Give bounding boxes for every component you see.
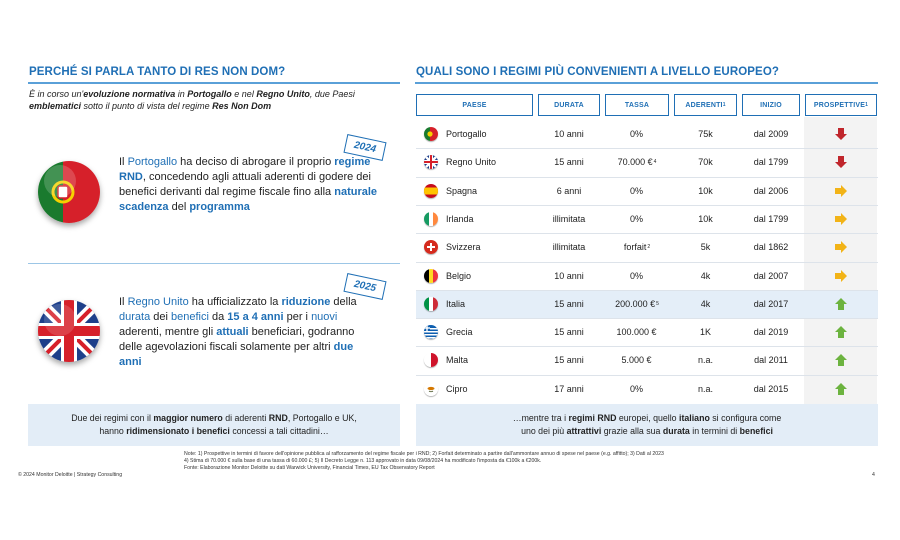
right-footer-box: …mentre tra i regimi RND europei, quello italiano si configura come uno dei più attrattivi grazie alla sua durata in termini di benefici xyxy=(416,404,878,446)
left-divider xyxy=(28,263,400,264)
country-name: Belgio xyxy=(446,270,472,281)
cell-paese xyxy=(424,290,534,318)
table-row xyxy=(416,318,878,346)
cell-paese xyxy=(424,375,534,403)
cell-tassa: 0% xyxy=(629,213,643,224)
trend-up-arrow-icon xyxy=(804,375,878,403)
country-flag-icon xyxy=(424,269,438,283)
table-row xyxy=(416,205,878,233)
uk-paragraph: Il Regno Unito ha ufficializzato la riduzione della durata dei benefici da 15 a 4 anni per i nuovi aderenti, mentre gli attuali beneficiari, godranno delle agevolazioni fiscali solamente per altri due anni xyxy=(119,296,357,368)
header-prospettive: PROSPETTIVE 1 xyxy=(805,94,877,116)
note-line-2: 4) Stima di 70.000 € sulla base di una tassa di 60.000 £; 5) Il Decreto Legge n. 113 approvato in data 09/08/2024 ha modificato l'imposta da €100k a €200k. xyxy=(184,458,542,464)
table-row xyxy=(416,233,878,261)
header-durata: DURATA xyxy=(538,94,600,116)
cell-aderenti: 4k xyxy=(700,298,711,309)
country-flag-icon xyxy=(424,297,438,311)
left-section-title: PERCHÉ SI PARLA TANTO DI RES NON DOM? xyxy=(29,66,286,78)
cell-tassa: 0% xyxy=(629,185,643,196)
row-separator xyxy=(416,177,878,178)
cell-durata: 17 anni xyxy=(554,383,584,394)
cell-inizio: dal 2015 xyxy=(753,383,789,394)
cell-tassa: 0% xyxy=(629,270,643,281)
cell-paese xyxy=(424,205,534,233)
left-footer-box: Due dei regimi con il maggior numero di aderenti RND, Portogallo e UK, hanno ridimensionato i benefici concessi a tali cittadini… xyxy=(28,404,400,446)
cell-tassa: 200.000 € 5 xyxy=(615,298,659,309)
cell-inizio: dal 1799 xyxy=(753,213,789,224)
trend-flat-arrow-icon xyxy=(804,262,878,290)
year-tag-2024: 2024 xyxy=(343,134,386,161)
cell-durata: 15 anni xyxy=(554,327,584,338)
trend-flat-arrow-icon xyxy=(804,205,878,233)
table-row xyxy=(416,120,878,148)
cell-inizio: dal 1799 xyxy=(753,157,789,168)
trend-up-arrow-icon xyxy=(804,290,878,318)
left-intro: È in corso un'evoluzione normativa in Portogallo e nel Regno Unito, due Paesi emblematici sotto il punto di vista del regime Res Non Dom xyxy=(29,89,355,111)
row-separator xyxy=(416,346,878,347)
cell-aderenti: n.a. xyxy=(697,355,713,366)
cell-paese xyxy=(424,262,534,290)
cell-paese xyxy=(424,233,534,261)
year-tag-2025: 2025 xyxy=(343,273,386,300)
header-paese: PAESE xyxy=(416,94,533,116)
cell-tassa: 100.000 € xyxy=(616,327,657,338)
right-section-title: QUALI SONO I REGIMI PIÙ CONVENIENTI A LIVELLO EUROPEO? xyxy=(416,66,779,78)
header-aderenti: ADERENTI 1 xyxy=(674,94,737,116)
cell-paese xyxy=(424,177,534,205)
table-row xyxy=(416,262,878,290)
uk-flag-icon xyxy=(38,300,100,362)
row-separator xyxy=(416,233,878,234)
cell-aderenti: 75k xyxy=(698,129,713,139)
cell-durata: illimitata xyxy=(552,213,586,224)
trend-up-arrow-icon xyxy=(804,346,878,374)
country-name: Italia xyxy=(446,298,466,309)
country-name: Spagna xyxy=(446,185,478,196)
note-line-3: Fonte: Elaborazione Monitor Deloitte su dati Warwick University, Financial Times, EU Tax Observatory Report xyxy=(184,465,435,471)
cell-aderenti: 5k xyxy=(700,242,711,253)
note-line-1: Note: 1) Prospettive in termini di favore dell'opinione pubblica al rafforzamento del regime fiscale per i RND; 2) Forfait determinato a partire dall'ammontare annuo di spese nel paese (e.g. affitto); 3) Dati al 2023 xyxy=(184,451,664,457)
table-row xyxy=(416,290,878,318)
row-separator xyxy=(416,262,878,263)
cell-aderenti: 10k xyxy=(698,213,713,224)
copyright: © 2024 Monitor Deloitte | Strategy Consulting xyxy=(18,472,123,478)
cell-durata: 15 anni xyxy=(554,355,584,366)
cell-inizio: dal 2011 xyxy=(754,355,788,366)
trend-up-arrow-icon xyxy=(804,318,878,346)
cell-tassa: 70.000 € 4 xyxy=(617,157,657,168)
notes-block xyxy=(184,451,844,472)
country-name: Malta xyxy=(446,355,469,366)
country-flag-icon xyxy=(424,184,438,198)
cell-aderenti: 70k xyxy=(698,157,713,168)
cell-durata: 10 anni xyxy=(554,129,584,139)
country-name: Cipro xyxy=(446,383,468,394)
trend-down-arrow-icon xyxy=(804,148,878,176)
country-flag-icon xyxy=(424,325,438,339)
cell-tassa: 0% xyxy=(629,129,643,139)
cell-inizio: dal 2017 xyxy=(753,298,789,309)
cell-inizio: dal 2009 xyxy=(753,129,789,139)
page-number: 4 xyxy=(872,472,875,478)
trend-flat-arrow-icon xyxy=(804,233,878,261)
table-row xyxy=(416,346,878,374)
row-separator xyxy=(416,148,878,149)
row-separator xyxy=(416,375,878,376)
cell-inizio: dal 1862 xyxy=(753,242,789,253)
table-row xyxy=(416,375,878,403)
trend-down-arrow-icon xyxy=(804,120,878,148)
cell-durata: 15 anni xyxy=(554,157,584,168)
trend-flat-arrow-icon xyxy=(804,177,878,205)
portugal-flag-icon xyxy=(38,161,100,223)
left-title-underline xyxy=(28,82,400,84)
cell-tassa: forfait 2 xyxy=(623,242,651,253)
country-name: Grecia xyxy=(446,327,473,338)
cell-aderenti: 10k xyxy=(698,185,713,196)
cell-paese xyxy=(424,318,534,346)
country-name: Irlanda xyxy=(446,213,474,224)
cell-paese xyxy=(424,148,534,176)
cell-inizio: dal 2019 xyxy=(753,327,789,338)
cell-tassa: 5.000 € xyxy=(621,355,652,366)
row-separator xyxy=(416,318,878,319)
table-row xyxy=(416,177,878,205)
cell-paese xyxy=(424,120,534,148)
cell-inizio: dal 2006 xyxy=(753,185,789,196)
row-separator xyxy=(416,290,878,291)
cell-aderenti: n.a. xyxy=(697,383,713,394)
country-flag-icon xyxy=(424,353,438,367)
country-name: Portogallo xyxy=(446,129,487,139)
cell-aderenti: 4k xyxy=(700,270,711,281)
header-inizio: INIZIO xyxy=(742,94,800,116)
cell-tassa: 0% xyxy=(629,383,643,394)
country-name: Svizzera xyxy=(446,242,481,253)
country-flag-icon xyxy=(424,212,438,226)
right-title-underline xyxy=(415,82,878,84)
row-separator xyxy=(416,205,878,206)
cell-inizio: dal 2007 xyxy=(753,270,789,281)
country-name: Regno Unito xyxy=(446,157,497,168)
country-flag-icon xyxy=(424,127,438,141)
country-flag-icon xyxy=(424,382,438,396)
cell-durata: 6 anni xyxy=(556,185,582,196)
country-flag-icon xyxy=(424,155,438,169)
portugal-paragraph: Il Portogallo ha deciso di abrogare il proprio regime RND, concedendo agli attuali aderenti di godere dei benefici derivanti dal regime fiscale fino alla naturale scadenza del programma xyxy=(119,156,378,213)
cell-durata: illimitata xyxy=(552,242,586,253)
cell-paese xyxy=(424,346,534,374)
cell-durata: 10 anni xyxy=(554,270,584,281)
header-tassa: TASSA xyxy=(605,94,669,116)
cell-durata: 15 anni xyxy=(554,298,584,309)
table-row xyxy=(416,148,878,176)
cell-aderenti: 1K xyxy=(699,327,711,338)
country-flag-icon xyxy=(424,240,438,254)
